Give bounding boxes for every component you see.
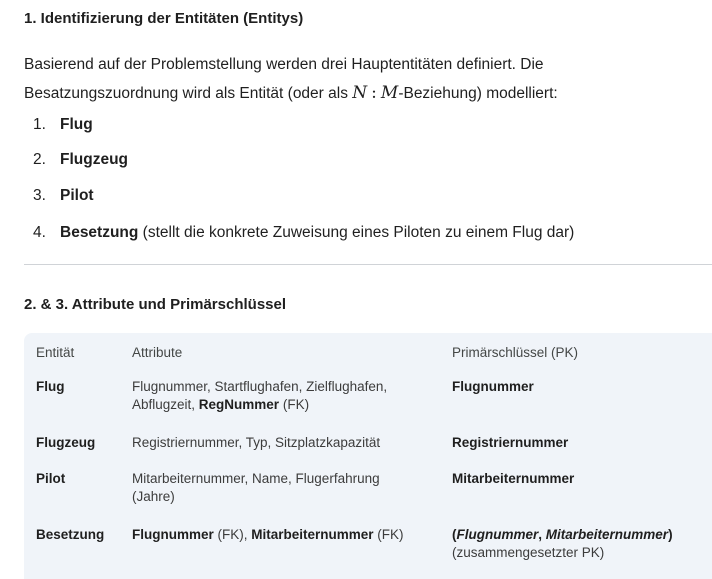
intro-line-2-start: Besatzungszuordnung wird als Entität (oder als — [24, 85, 348, 102]
divider — [24, 264, 712, 265]
pk-key: Mitarbeiternummer — [545, 527, 669, 542]
intro-line-2-end: -Beziehung) modelliert: — [398, 85, 558, 102]
attr-suffix: (FK) — [279, 397, 310, 412]
attributes-table — [24, 333, 712, 579]
pk-note: (zusammengesetzter PK) — [452, 545, 605, 560]
row-attributes — [132, 526, 432, 544]
section-heading-attributes: 2. & 3. Attribute und Primärschlüssel — [24, 296, 287, 313]
table-row — [36, 470, 132, 488]
list-number: 4. — [33, 224, 46, 241]
math-colon: : — [371, 83, 377, 103]
row-pk — [452, 470, 712, 488]
attr-text: (FK), — [213, 527, 252, 542]
entity-name: Pilot — [60, 187, 94, 204]
pk-text: Registriernummer — [452, 435, 569, 450]
list-number: 3. — [33, 187, 46, 204]
math-n: N — [352, 83, 368, 103]
math-m: M — [380, 83, 399, 103]
intro-paragraph — [24, 50, 704, 108]
row-pk — [452, 378, 712, 396]
table-row — [36, 378, 132, 396]
entity-name: Besetzung — [60, 224, 139, 241]
table-row — [36, 526, 132, 544]
row-attributes: Mitarbeiternummer, Name, Flugerfahrung (Jahre) — [132, 471, 380, 504]
entity-note: (stellt die konkrete Zuweisung eines Piloten zu einem Flug dar) — [138, 224, 575, 241]
entity-name: Flugzeug — [60, 151, 129, 168]
row-pk — [452, 434, 712, 452]
list-item — [33, 224, 574, 242]
pk-sep: , — [538, 527, 546, 542]
table-row — [36, 434, 132, 452]
list-item — [33, 151, 128, 169]
row-attributes — [132, 378, 432, 414]
row-entity: Flug — [36, 379, 65, 394]
row-entity: Pilot — [36, 471, 66, 486]
list-item — [33, 187, 94, 205]
attr-fk: Mitarbeiternummer — [251, 527, 374, 542]
attr-suffix: (FK) — [373, 527, 404, 542]
row-entity: Besetzung — [36, 527, 105, 542]
table-header-pk: Primärschlüssel (PK) — [452, 345, 579, 360]
row-pk — [452, 526, 712, 562]
attr-text: Flugnummer, Startflughafen, Zielflughafen, Abflugzeit, — [132, 379, 388, 412]
row-attributes: Registriernummer, Typ, Sitzplatzkapazität — [132, 435, 381, 450]
pk-paren: ) — [668, 527, 673, 542]
list-item — [33, 116, 93, 134]
table-header-entity: Entität — [36, 345, 75, 360]
table-header-attributes: Attribute — [132, 345, 183, 360]
entity-name: Flug — [60, 116, 93, 133]
pk-key: Flugnummer — [456, 527, 539, 542]
row-entity: Flugzeug — [36, 435, 96, 450]
list-number: 1. — [33, 116, 46, 133]
attr-fk: Flugnummer — [132, 527, 214, 542]
attr-fk: RegNummer — [198, 397, 280, 412]
pk-text: Flugnummer — [452, 379, 534, 394]
list-number: 2. — [33, 151, 46, 168]
pk-paren: ( — [452, 527, 457, 542]
intro-line-1: Basierend auf der Problemstellung werden drei Hauptentitäten definiert. Die — [24, 56, 544, 73]
pk-text: Mitarbeiternummer — [452, 471, 575, 486]
section-heading-entities: 1. Identifizierung der Entitäten (Entitys) — [24, 10, 304, 27]
math-relation — [352, 83, 398, 103]
